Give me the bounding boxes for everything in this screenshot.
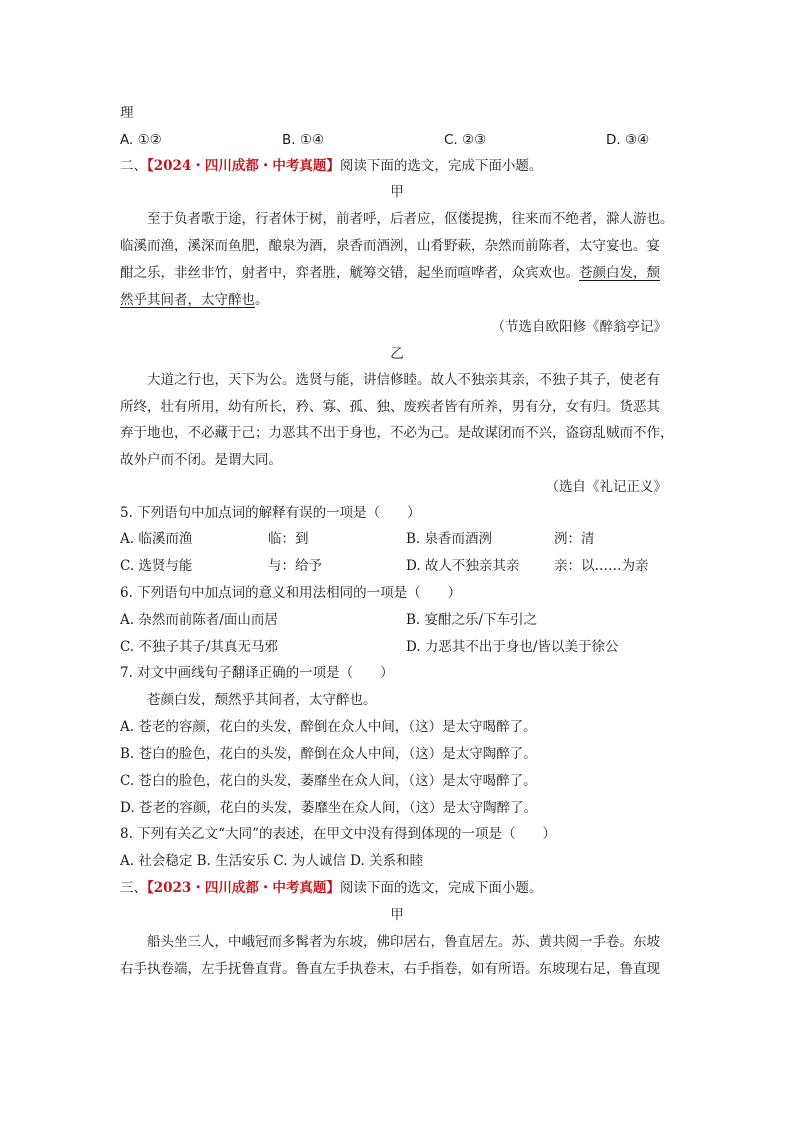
passage-yi-title: 乙: [390, 346, 404, 362]
q5-option-d-text: D. 故人不独亲其亲: [406, 558, 520, 574]
passage-yi-line-1: 大道之行也，天下为公。选贤与能，讲信修睦。故人不独亲其亲，不独子其子，使老有: [147, 372, 660, 388]
q6-option-b: B. 宴酣之乐/下车引之: [406, 612, 538, 628]
passage-yi-line-2: 所终，壮有所用，幼有所长，矜、寡、孤、独、废疾者皆有所养，男有分，女有归。货恶其: [120, 399, 660, 415]
passage-jia-text: 酣之乐，非丝非竹，射者中，弈者胜，觥筹交错，起坐而喧哗者，众宾欢也。: [120, 265, 579, 281]
section-3-passage-line-1: 船头坐三人，中峨冠而多髯者为东坡，佛印居右，鲁直居左。苏、黄共阅一手卷。东坡: [147, 934, 660, 950]
passage-jia-title: 甲: [390, 184, 404, 200]
q5-option-c-gloss: 与：给予: [268, 558, 322, 574]
passage-jia-line-4: [120, 291, 269, 309]
passage-jia-line-2: 临溪而渔，溪深而鱼肥，酿泉为酒，泉香而酒洌，山肴野蔌，杂然而前陈者，太守宴也。宴: [120, 238, 660, 254]
section-2-source-tag: 【2024・四川成都・中考真题】: [147, 158, 340, 174]
q7-option-b: B. 苍白的脸色，花白的头发，醉倒在众人中间，（这）是太守陶醉了。: [120, 746, 537, 762]
section-3-jia-title: 甲: [390, 907, 404, 923]
passage-jia-source: （节选自欧阳修《醉翁亭记》: [491, 319, 667, 335]
question-5-stem: 5. 下列语句中加点词的解释有误的一项是（ ）: [120, 505, 421, 521]
section-2-prefix: 二、: [120, 158, 147, 174]
q5-option-a-gloss: 临：到: [268, 531, 309, 547]
passage-yi-line-3: 弃于地也，不必藏于己；力恶其不出于身也，不必为己。是故谋闭而不兴，盗窃乱贼而不作，: [120, 425, 674, 441]
section-3-prefix: 三、: [120, 880, 147, 896]
passage-yi-source: （选自《礼记正义》: [545, 479, 667, 495]
section-2-instruction: 阅读下面的选文，完成下面小题。: [339, 158, 543, 174]
q4-option-c: C. ②③: [444, 132, 487, 148]
underlined-sentence-part-2: 然乎其间者，太守醉也: [120, 292, 255, 308]
passage-jia-line-1: 至于负者歌于途，行者休于树，前者呼，后者应，伛偻提携，往来而不绝者，滁人游也。: [147, 211, 674, 227]
passage-jia-line-3: [120, 264, 660, 282]
q5-option-a-text: A. 临溪而渔: [120, 531, 193, 547]
section-3-passage-line-2: 右手执卷端，左手抚鲁直背。鲁直左手执卷末，右手指卷，如有所语。东坡现右足，鲁直现: [120, 961, 660, 977]
q5-option-b-text: B. 泉香而酒洌: [406, 531, 493, 547]
q7-option-d: D. 苍老的容颜，花白的头发，萎靡坐在众人间，（这）是太守陶醉了。: [120, 800, 538, 816]
q8-options: A. 社会稳定 B. 生活安乐 C. 为人诚信 D. 关系和睦: [120, 853, 424, 869]
q7-option-c: C. 苍白的脸色，花白的头发，萎靡坐在众人间，（这）是太守喝醉了。: [120, 773, 537, 789]
q5-option-c-text: C. 选贤与能: [120, 558, 193, 574]
q5-option-b-gloss: 洌：清: [554, 531, 595, 547]
question-7-stem: 7. 对文中画线句子翻译正确的一项是（ ）: [120, 665, 394, 681]
q5-option-d-gloss: 亲：以……为亲: [554, 558, 649, 574]
q6-option-a: A. 杂然而前陈者/面山而居: [120, 612, 278, 628]
passage-jia-end: 。: [255, 292, 269, 308]
q4-option-a: A. ①②: [120, 132, 162, 148]
section-3-heading: [120, 879, 542, 897]
q4-option-b: B. ①④: [282, 132, 325, 148]
question-7-quote: 苍颜白发，颓然乎其间者，太守醉也。: [147, 692, 377, 708]
q6-option-d: D. 力恶其不出于身也/皆以美于徐公: [406, 639, 619, 655]
question-8-stem: 8. 下列有关乙文“大同”的表述，在甲文中没有得到体现的一项是（ ）: [120, 826, 556, 842]
passage-yi-line-4: 故外户而不闭。是谓大同。: [120, 452, 282, 468]
q4-option-d: D. ③④: [606, 132, 650, 148]
section-3-source-tag: 【2023・四川成都・中考真题】: [147, 880, 340, 896]
carry-over-text: 理: [120, 105, 134, 121]
q6-option-c: C. 不独子其子/其真无马邪: [120, 639, 278, 655]
section-3-instruction: 阅读下面的选文，完成下面小题。: [339, 880, 543, 896]
underlined-sentence-part-1: 苍颜白发，颓: [579, 265, 660, 281]
section-2-heading: [120, 157, 542, 175]
q7-option-a: A. 苍老的容颜，花白的头发，醉倒在众人中间，（这）是太守喝醉了。: [120, 719, 537, 735]
question-6-stem: 6. 下列语句中加点词的意义和用法相同的一项是（ ）: [120, 585, 462, 601]
